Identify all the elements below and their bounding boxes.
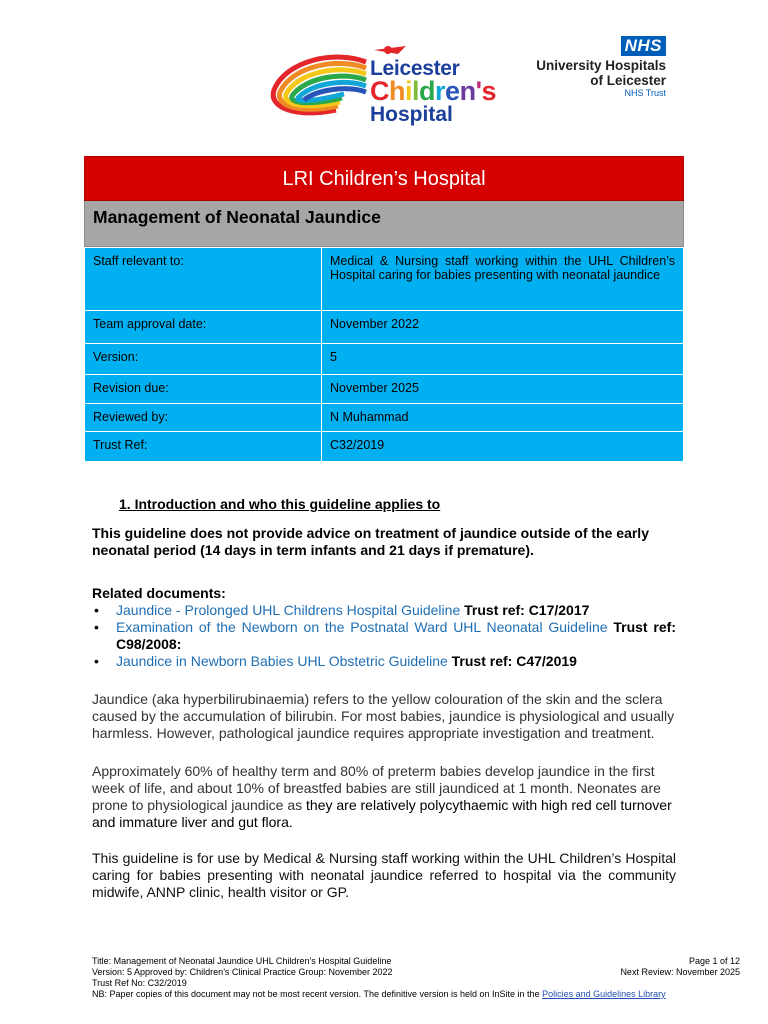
info-row-version: [85, 344, 684, 375]
info-label: Reviewed by:: [85, 404, 322, 432]
related-documents-title: Related documents:: [92, 585, 226, 601]
info-label: Team approval date:: [85, 311, 322, 344]
footer-next-review: Next Review: November 2025: [620, 967, 740, 977]
page-footer: [92, 956, 740, 1000]
related-document-item: [92, 619, 676, 653]
paragraph-audience: This guideline is for use by Medical & Nursing staff working within the UHL Children’s Hospital caring for babies presenting with neonatal jaundice referred to hospital via the community midwife, ANNP clinic, health visitor or GP.: [92, 850, 676, 900]
hospital-title: LRI Children’s Hospital: [84, 156, 684, 201]
related-document-link[interactable]: Jaundice - Prolonged UHL Childrens Hospital Guideline: [116, 602, 461, 618]
lch-childrens-text: Children's: [370, 76, 497, 106]
paragraph-prevalence: [92, 763, 676, 831]
trust-ref: Trust ref: C17/2017: [460, 602, 590, 618]
nhs-org-line1: University Hospitals: [536, 58, 666, 73]
info-row-trust-ref: [85, 432, 684, 462]
prevalence-text: Approximately 60% of healthy term and 80% of preterm babies develop jaundice in the first week of life, and about 10% of breastfed babies are still jaundiced at 1 month. Neonates are prone to physiological jaundice as: [92, 763, 661, 813]
info-label: Revision due:: [85, 375, 322, 404]
document-body: [92, 496, 676, 901]
related-documents-list: [92, 602, 676, 670]
info-value: N Muhammad: [322, 404, 684, 432]
related-document-link[interactable]: Examination of the Newborn on the Postnatal Ward UHL Neonatal Guideline: [116, 619, 608, 635]
document-info-table: [84, 247, 684, 462]
info-value: November 2025: [322, 375, 684, 404]
nhs-org-line3: NHS Trust: [624, 88, 666, 98]
related-document-link[interactable]: Jaundice in Newborn Babies UHL Obstetric Guideline: [116, 653, 448, 669]
nhs-org-line2: of Leicester: [590, 73, 666, 88]
nhs-badge: NHS: [621, 36, 666, 56]
info-row-reviewed: [85, 404, 684, 432]
prevalence-text-cont: they are relatively polycythaemic with high red cell turnover and immature liver and gut flora.: [92, 797, 672, 830]
footer-note: [92, 989, 676, 1000]
leicester-childrens-hospital-logo: [266, 40, 497, 132]
section-heading: 1. Introduction and who this guideline applies to: [119, 496, 441, 512]
info-value: Medical & Nursing staff working within the UHL Children’s Hospital caring for babies presenting with neonatal jaundice: [322, 248, 684, 311]
trust-ref: Trust ref: C98/2008:: [116, 619, 676, 652]
lch-wordmark: Leicester Children's Hospital: [370, 57, 497, 126]
info-label: Version:: [85, 344, 322, 375]
footer-trust-ref: Trust Ref No: C32/2019: [92, 978, 187, 988]
footer-version: Version: 5 Approved by: Children’s Clinical Practice Group: November 2022: [92, 967, 393, 977]
footer-nb-text: NB: Paper copies of this document may not be most recent version. The definitive version is held on InSite in the: [92, 989, 543, 999]
info-value: November 2022: [322, 311, 684, 344]
scope-warning: This guideline does not provide advice on treatment of jaundice outside of the early neonatal period (14 days in term infants and 21 days if premature).: [92, 525, 649, 558]
related-document-item: [92, 602, 676, 619]
nhs-uhl-logo: [526, 36, 666, 102]
related-document-item: [92, 653, 676, 670]
info-row-revision: [85, 375, 684, 404]
policies-library-link[interactable]: Policies and Guidelines Library: [542, 989, 666, 999]
info-value: C32/2019: [322, 432, 684, 462]
info-row-staff: [85, 248, 684, 311]
info-label: Trust Ref:: [85, 432, 322, 462]
paragraph-definition: Jaundice (aka hyperbilirubinaemia) refers to the yellow colouration of the skin and the sclera caused by the accumulation of bilirubin. For most babies, jaundice is physiological and usually harmless. However, pathological jaundice requires appropriate investigation and treatment.: [92, 691, 675, 741]
document-header: [84, 156, 684, 462]
document-title: Management of Neonatal Jaundice: [84, 201, 684, 247]
footer-title: Title: Management of Neonatal Jaundice UHL Children’s Hospital Guideline: [92, 956, 392, 966]
footer-page-number: Page 1 of 12: [688, 956, 740, 966]
info-label: Staff relevant to:: [85, 248, 322, 311]
info-row-approval: [85, 311, 684, 344]
trust-ref: Trust ref: C47/2019: [447, 653, 577, 669]
info-value: 5: [322, 344, 684, 375]
